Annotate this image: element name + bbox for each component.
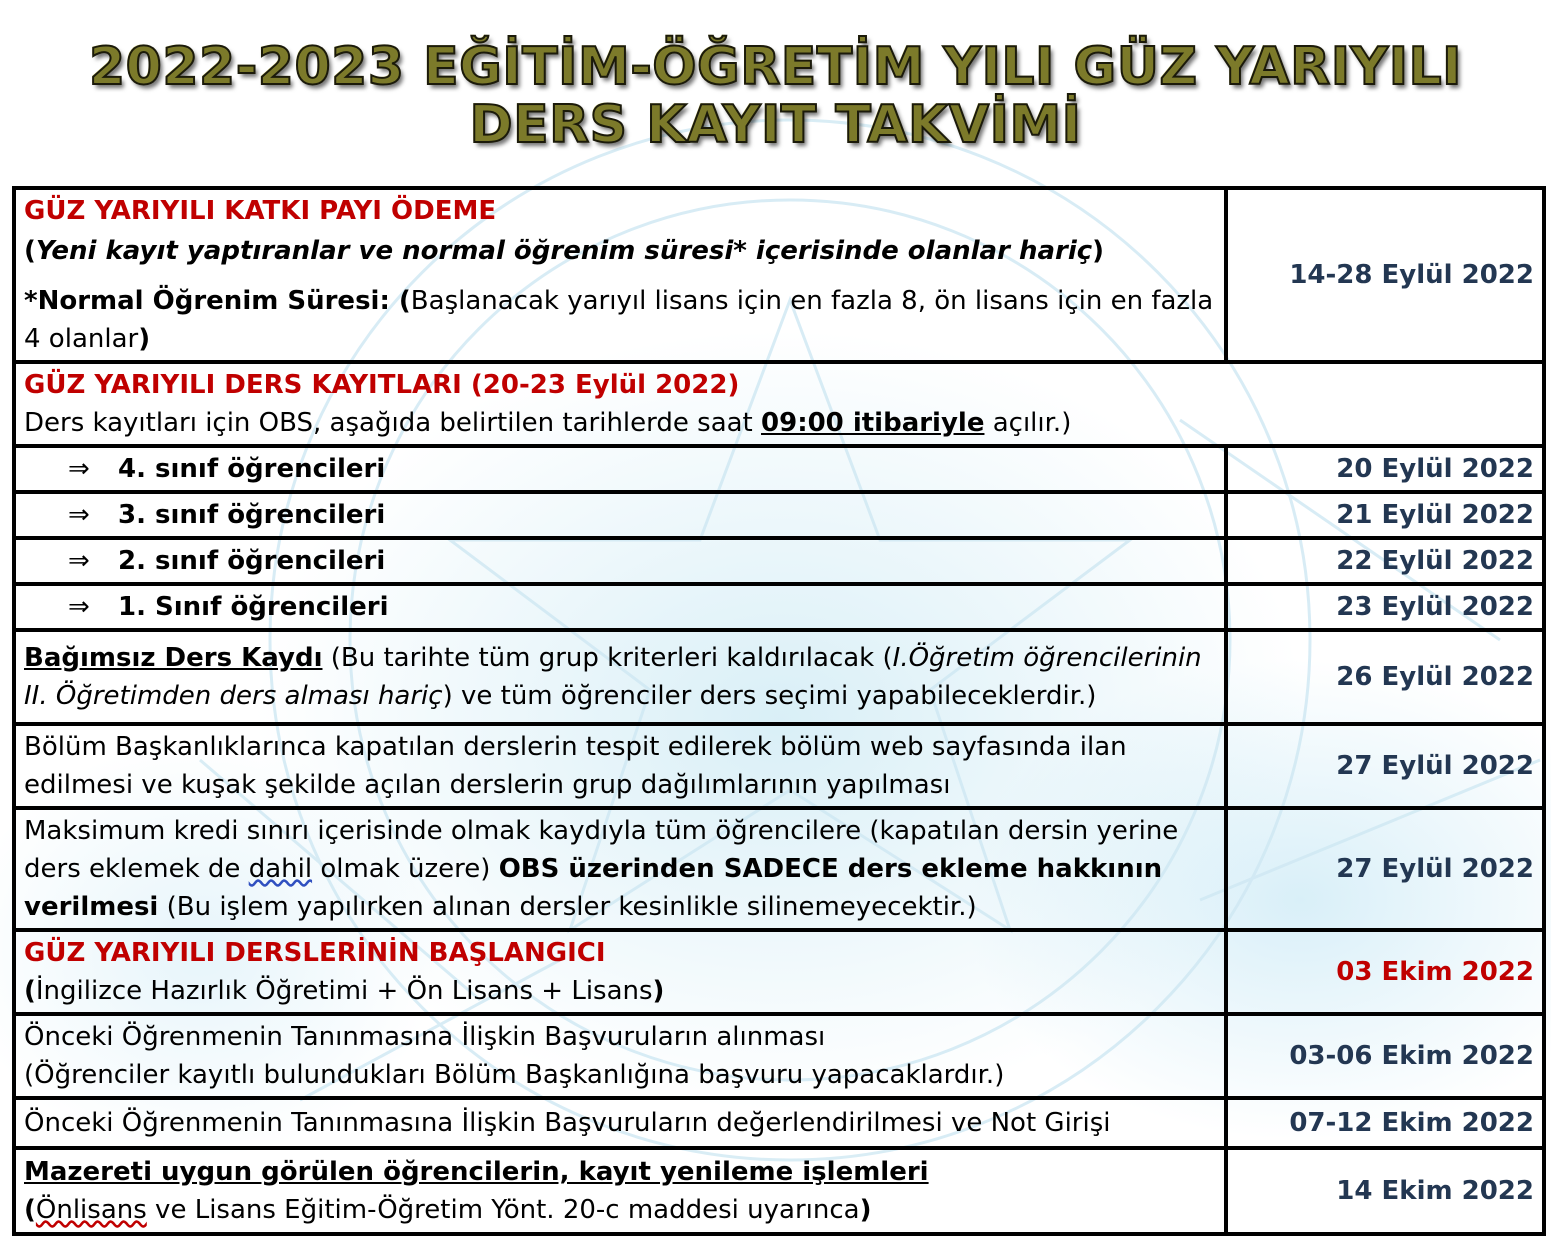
katki-payi-date: 14-28 Eylül 2022 — [1226, 188, 1544, 362]
bagimsiz-ders-text-end: ) ve tüm öğrenciler ders seçimi yapabileceklerdir.) — [442, 681, 1097, 711]
baslangic-note — [24, 972, 1216, 1010]
bagimsiz-ders-cell — [14, 630, 1226, 724]
bagimsiz-ders-date: 26 Eylül 2022 — [1226, 630, 1544, 724]
table-row — [14, 1098, 1544, 1148]
table-row — [14, 808, 1544, 930]
normal-ogrenim-suresi-text: Başlanacak yarıyıl lisans için en fazla 8, ön lisans için en fazla 4 olanlar — [24, 286, 1214, 354]
paren-open: ( — [24, 976, 36, 1006]
table-row — [14, 188, 1544, 362]
normal-ogrenim-suresi-note — [24, 282, 1216, 358]
maksimum-kredi-squiggle: dahil — [248, 854, 313, 884]
arrow-right-icon: ⇒ — [68, 454, 90, 484]
bagimsiz-ders-text: (Bu tarihte tüm grup kriterleri kaldırılacak ( — [322, 643, 893, 673]
class-1-label: 1. Sınıf öğrencileri — [118, 592, 389, 622]
mazeret-title: Mazereti uygun görülen öğrencilerin, kayıt yenileme işlemleri — [24, 1157, 929, 1187]
table-row — [14, 1014, 1544, 1098]
katki-payi-note-italic: Yeni kayıt yaptıranlar ve normal öğrenim süresi* içerisinde olanlar hariç — [35, 236, 1093, 266]
baslangic-title: GÜZ YARIYILI DERSLERİNİN BAŞLANGICI — [24, 938, 606, 968]
ders-kayitlari-note — [24, 404, 1534, 442]
arrow-right-icon: ⇒ — [68, 592, 90, 622]
ders-kayitlari-text-end: açılır.) — [984, 408, 1072, 438]
table-row — [14, 1148, 1544, 1234]
page-title-line2: DERS KAYIT TAKVİMİ — [469, 95, 1082, 155]
calendar-table — [12, 186, 1546, 1236]
ders-kayitlari-title: GÜZ YARIYILI DERS KAYITLARI (20-23 Eylül 2022) — [24, 370, 740, 400]
maksimum-kredi-text-3: (Bu işlem yapılırken alınan dersler kesinlikle silinemeyecektir.) — [158, 892, 977, 922]
maksimum-kredi-text: Maksimum kredi sınırı içerisinde olmak kaydıyla tüm öğrencilere (kapatılan dersin yerine ders eklemek de — [24, 816, 1179, 884]
arrow-right-icon: ⇒ — [68, 546, 90, 576]
bagimsiz-ders-italic: I.Öğretim öğrencilerinin II. Öğretimden ders alması hariç — [24, 643, 1202, 711]
class-3-date: 21 Eylül 2022 — [1226, 492, 1544, 538]
table-row — [14, 630, 1544, 724]
baslangic-text: İngilizce Hazırlık Öğretimi + Ön Lisans + Lisans — [35, 976, 653, 1006]
katki-payi-note — [24, 232, 1216, 270]
mazeret-date: 14 Ekim 2022 — [1226, 1148, 1544, 1234]
katki-payi-cell — [14, 188, 1226, 362]
class-4-label: 4. sınıf öğrencileri — [118, 454, 386, 484]
maksimum-kredi-cell — [14, 808, 1226, 930]
maksimum-kredi-bold: OBS üzerinden SADECE ders ekleme hakkının verilmesi — [24, 854, 1163, 922]
ders-kayitlari-cell — [14, 362, 1544, 446]
paren-open: ( — [24, 1195, 36, 1225]
baslangic-cell — [14, 930, 1226, 1014]
class-2-date: 22 Eylül 2022 — [1226, 538, 1544, 584]
table-row — [14, 538, 1544, 584]
baslangic-date: 03 Ekim 2022 — [1226, 930, 1544, 1014]
ders-kayitlari-text: Ders kayıtları için OBS, aşağıda belirtilen tarihlerde saat — [24, 408, 762, 438]
paren-close: ) — [138, 324, 151, 354]
class-1-cell — [14, 584, 1226, 630]
onceki-basvuru-date: 03-06 Ekim 2022 — [1226, 1014, 1544, 1098]
table-row — [14, 930, 1544, 1014]
maksimum-kredi-text-2: olmak üzere) — [312, 854, 499, 884]
arrow-right-icon: ⇒ — [68, 500, 90, 530]
table-row — [14, 362, 1544, 446]
onceki-not-date: 07-12 Ekim 2022 — [1226, 1098, 1544, 1148]
class-4-cell — [14, 446, 1226, 492]
class-2-cell — [14, 538, 1226, 584]
onceki-not-cell: Önceki Öğrenmenin Tanınmasına İlişkin Başvuruların değerlendirilmesi ve Not Girişi — [14, 1098, 1226, 1148]
onceki-basvuru-cell — [14, 1014, 1226, 1098]
ders-kayitlari-time: 09:00 itibariyle — [761, 408, 985, 438]
paren-open: ( — [24, 236, 36, 266]
maksimum-kredi-date: 27 Eylül 2022 — [1226, 808, 1544, 930]
paren-close: ) — [1092, 236, 1105, 266]
bolum-cell: Bölüm Başkanlıklarınca kapatılan derslerin tespit edilerek bölüm web sayfasında ilan edilmesi ve kuşak şekilde açılan derslerin grup dağılımlarının yapılması — [14, 724, 1226, 808]
paren-close: ) — [859, 1195, 872, 1225]
mazeret-cell — [14, 1148, 1226, 1234]
mazeret-note — [24, 1191, 1216, 1229]
page-title-line1: 2022-2023 EĞİTİM-ÖĞRETİM YILI GÜZ YARIYILI — [88, 37, 1463, 97]
bagimsiz-ders-label: Bağımsız Ders Kaydı — [24, 643, 323, 673]
onceki-basvuru-line2: (Öğrenciler kayıtlı bulundukları Bölüm Başkanlığına başvuru yapacaklardır.) — [24, 1060, 1005, 1090]
paren-close: ) — [652, 976, 665, 1006]
mazeret-text: ve Lisans Eğitim-Öğretim Yönt. 20-c maddesi uyarınca — [146, 1195, 860, 1225]
table-row — [14, 584, 1544, 630]
onceki-basvuru-line1: Önceki Öğrenmenin Tanınmasına İlişkin Başvuruların alınması — [24, 1022, 826, 1052]
normal-ogrenim-suresi-label: *Normal Öğrenim Süresi: ( — [24, 286, 411, 316]
class-2-label: 2. sınıf öğrencileri — [118, 546, 386, 576]
bolum-date: 27 Eylül 2022 — [1226, 724, 1544, 808]
class-1-date: 23 Eylül 2022 — [1226, 584, 1544, 630]
katki-payi-title: GÜZ YARIYILI KATKI PAYI ÖDEME — [24, 196, 497, 226]
class-3-cell — [14, 492, 1226, 538]
page-title — [0, 38, 1551, 154]
class-3-label: 3. sınıf öğrencileri — [118, 500, 386, 530]
table-row — [14, 492, 1544, 538]
table-row — [14, 446, 1544, 492]
mazeret-squiggle: Önlisans — [35, 1195, 147, 1225]
table-row — [14, 724, 1544, 808]
class-4-date: 20 Eylül 2022 — [1226, 446, 1544, 492]
